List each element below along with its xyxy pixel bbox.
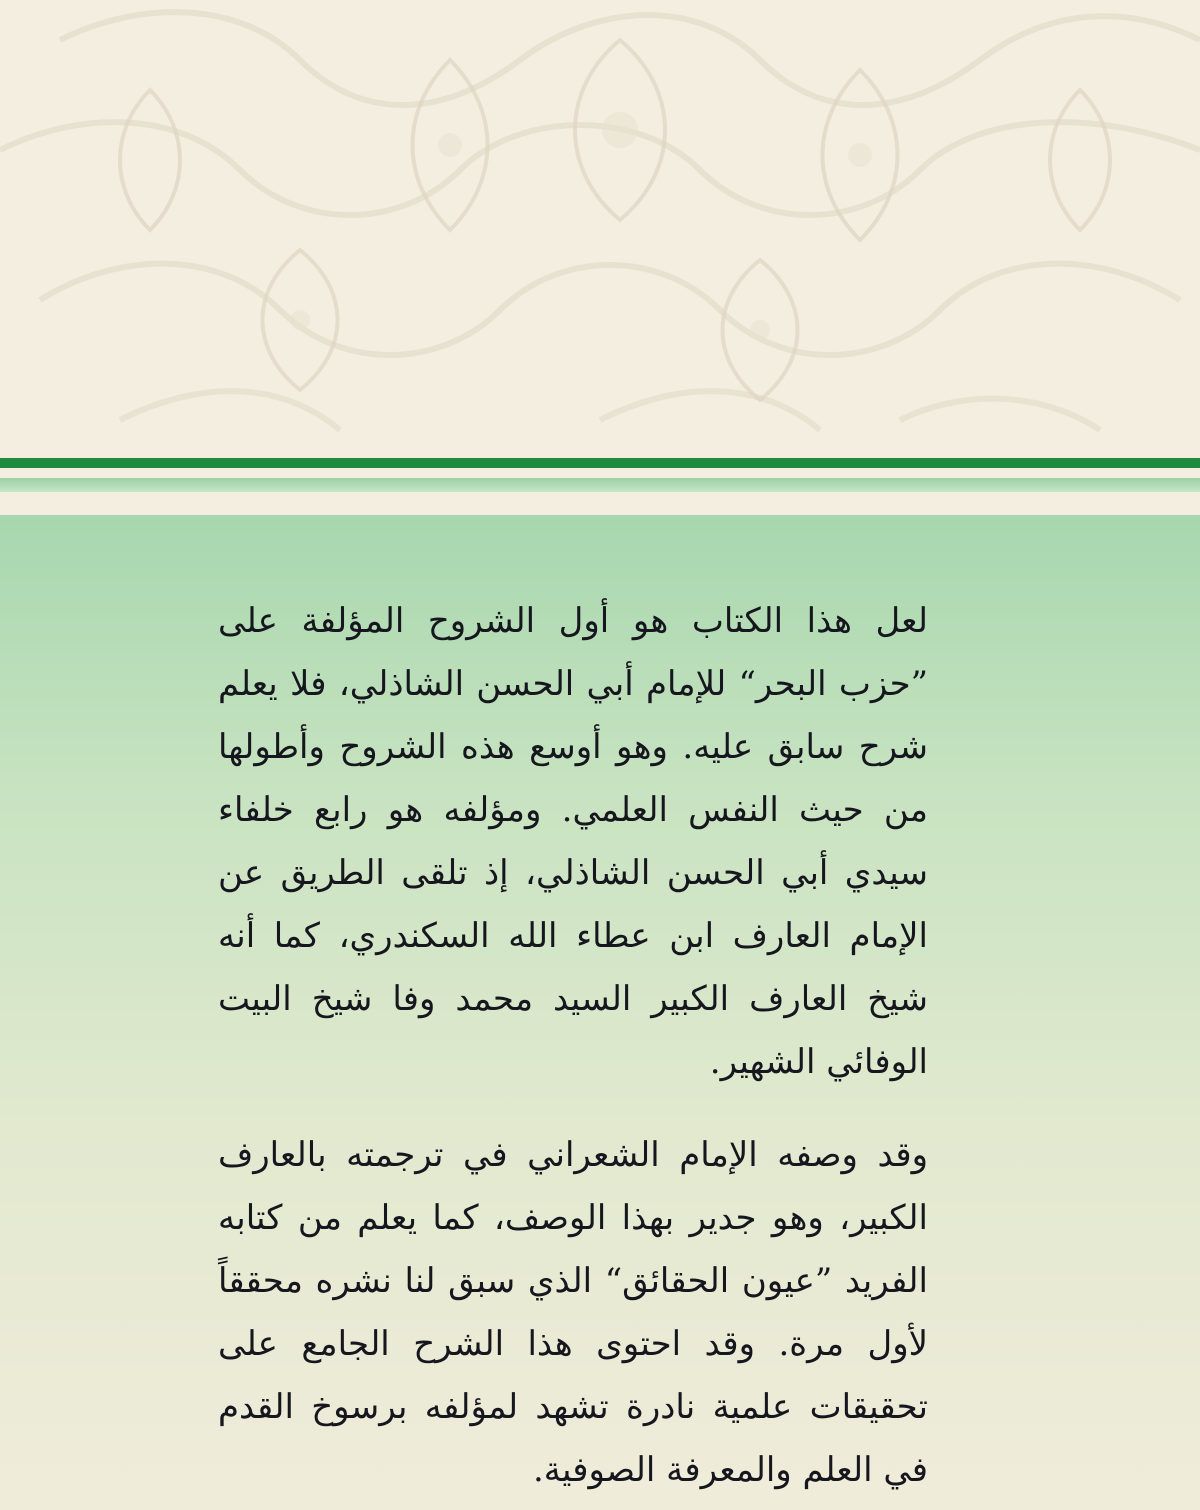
green-stripe-light (0, 478, 1200, 492)
blurb-paragraph-1: لعل هذا الكتاب هو أول الشروح المؤلفة على ”حزب البحر“ للإمام أبي الحسن الشاذلي، فلا يعلم شرح سابق عليه. وهو أوسع هذه الشروح وأطولها من حيث النفس العلمي. ومؤلفه هو رابع خلفاء سيدي أبي الحسن الشاذلي، إذ تلقى الطريق عن الإمام العارف ابن عطاء الله السكندري، كما أنه شيخ العارف الكبير السيد محمد وفا شيخ البيت الوفائي الشهير. (218, 601, 928, 1082)
blurb-text (218, 590, 928, 1502)
arabesque-pattern-graphic (0, 0, 1200, 460)
arabesque-ornament (0, 0, 1200, 460)
green-stripe-dark (0, 458, 1200, 468)
blurb-paragraph-2: وقد وصفه الإمام الشعراني في ترجمته بالعارف الكبير، وهو جدير بهذا الوصف، كما يعلم من كتابه الفريد ”عيون الحقائق“ الذي سبق لنا نشره محققاً لأول مرة. وقد احتوى هذا الشرح الجامع على تحقيقات علمية نادرة تشهد لمؤلفه برسوخ القدم في العلم والمعرفة الصوفية. (218, 1135, 928, 1490)
